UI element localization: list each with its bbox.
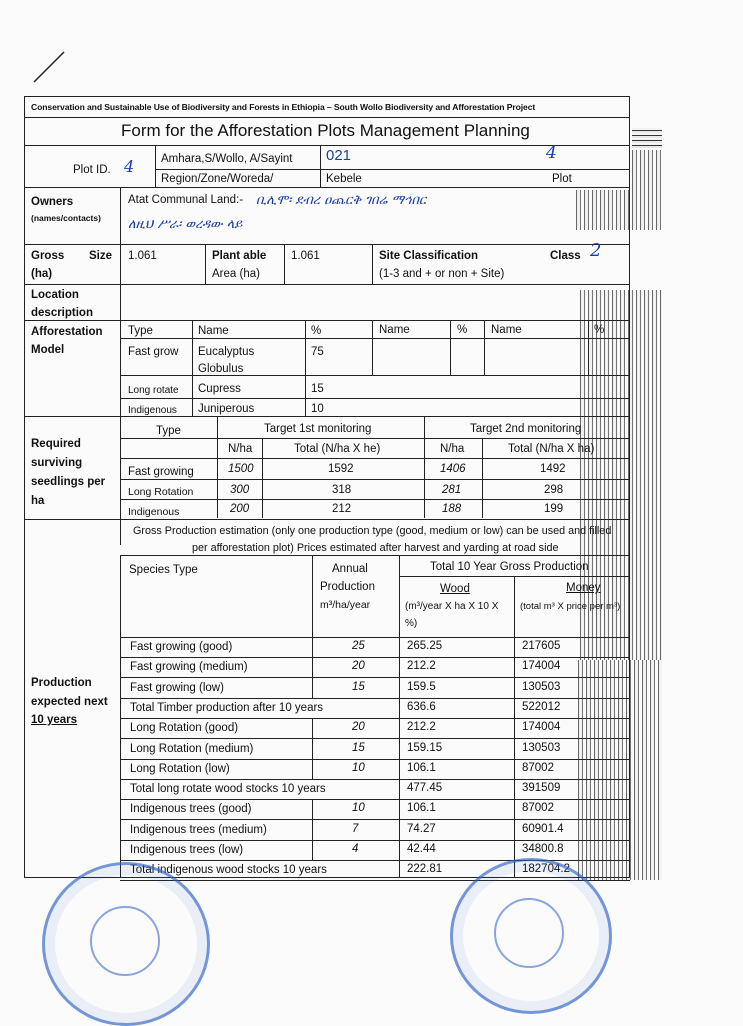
model-percent[interactable]: 10 bbox=[311, 403, 324, 415]
rule bbox=[588, 320, 589, 375]
plantable-sub: Area (ha) bbox=[212, 268, 260, 280]
rule bbox=[192, 320, 193, 416]
production-header: m³/ha/year bbox=[320, 599, 371, 611]
rule bbox=[120, 637, 630, 638]
rule bbox=[120, 718, 630, 719]
rule bbox=[120, 555, 121, 878]
location-desc-label: description bbox=[31, 307, 93, 319]
production-annual[interactable]: 4 bbox=[352, 843, 359, 855]
rule bbox=[24, 145, 630, 146]
production-species: Indigenous trees (medium) bbox=[130, 824, 267, 836]
model-header: % bbox=[594, 324, 605, 336]
seedlings-type: Fast growing bbox=[128, 466, 194, 478]
production-wood[interactable]: 74.27 bbox=[407, 823, 436, 835]
seedlings-t1[interactable]: 318 bbox=[332, 484, 352, 496]
seedlings-header: N/ha bbox=[440, 443, 465, 455]
production-wood[interactable]: 42.44 bbox=[407, 843, 436, 855]
model-header: Name bbox=[379, 324, 410, 336]
model-species[interactable]: Globulus bbox=[198, 363, 244, 375]
rule bbox=[312, 739, 313, 759]
seedlings-header: N/ha bbox=[228, 443, 253, 455]
model-label: Afforestation bbox=[31, 326, 103, 338]
model-type: Long rotate bbox=[128, 385, 179, 396]
site-sub: (1-3 and + or non + Site) bbox=[379, 268, 505, 280]
rule bbox=[120, 698, 630, 699]
production-money[interactable]: 130503 bbox=[522, 681, 561, 693]
rule bbox=[312, 678, 313, 698]
seedlings-t2[interactable]: 1492 bbox=[540, 463, 566, 475]
seedlings-t1[interactable]: 212 bbox=[332, 503, 352, 515]
seedlings-n2[interactable]: 188 bbox=[442, 503, 462, 515]
rule bbox=[24, 284, 630, 285]
kebele-value[interactable]: 021 bbox=[326, 147, 352, 164]
rule bbox=[217, 416, 218, 518]
class-label: Class bbox=[550, 250, 581, 262]
project-header: Conservation and Sustainable Use of Biodiversity and Forests in Ethiopia – South Wollo Biodiversity and Afforestation Project bbox=[31, 102, 536, 112]
model-header: % bbox=[457, 324, 468, 336]
seedlings-header: Type bbox=[156, 425, 181, 437]
model-label: Model bbox=[31, 344, 65, 356]
production-header: Production bbox=[320, 581, 375, 593]
rule bbox=[120, 499, 630, 500]
production-wood[interactable]: 477.45 bbox=[407, 782, 443, 794]
owners-handwriting-1[interactable]: ቢሊሞ፡ ደብረ ዐጨርቅ ገበሬ ማኅበር bbox=[256, 193, 427, 208]
production-header: (total m³ X price per m³) bbox=[520, 601, 621, 612]
production-header: Total 10 Year Gross Production bbox=[430, 561, 589, 573]
production-annual[interactable]: 15 bbox=[352, 742, 365, 754]
production-money[interactable]: 522012 bbox=[522, 701, 561, 713]
seedlings-t2[interactable]: 298 bbox=[544, 484, 564, 496]
owners-print: Atat Communal Land:- bbox=[128, 194, 244, 206]
owners-handwriting-2[interactable]: ለዚህ ሥራ፡ ወረዳው ላይ bbox=[128, 217, 243, 232]
production-annual[interactable]: 10 bbox=[352, 762, 365, 774]
model-species[interactable]: Cupress bbox=[198, 383, 241, 395]
production-wood[interactable]: 106.1 bbox=[407, 762, 436, 774]
rule bbox=[120, 338, 630, 339]
rule bbox=[120, 840, 630, 841]
seedlings-n1[interactable]: 200 bbox=[230, 503, 250, 515]
rule bbox=[24, 117, 630, 118]
seedlings-header: Total (N/ha X he) bbox=[294, 443, 381, 455]
production-wood[interactable]: 212.2 bbox=[407, 721, 436, 733]
production-header: Annual bbox=[332, 563, 368, 575]
production-money[interactable]: 87002 bbox=[522, 762, 554, 774]
production-money[interactable]: 182704.2 bbox=[522, 863, 570, 875]
model-percent[interactable]: 15 bbox=[311, 383, 324, 395]
model-header: Type bbox=[128, 325, 153, 337]
location-value[interactable]: Amhara,S/Wollo, A/Sayint bbox=[161, 153, 293, 165]
rule bbox=[312, 718, 313, 738]
rule bbox=[120, 375, 630, 376]
rule bbox=[320, 145, 321, 187]
rule bbox=[155, 169, 630, 170]
production-species: Total indigenous wood stocks 10 years bbox=[130, 864, 327, 876]
production-annual[interactable]: 25 bbox=[352, 640, 365, 652]
production-money[interactable]: 174004 bbox=[522, 660, 561, 672]
production-label: Production bbox=[31, 677, 92, 689]
production-species: Fast growing (good) bbox=[130, 641, 233, 653]
seedlings-label: Required bbox=[31, 438, 81, 450]
seedlings-label: ha bbox=[31, 495, 45, 507]
rule bbox=[120, 759, 630, 760]
model-species[interactable]: Juniperous bbox=[198, 403, 255, 415]
rule bbox=[155, 145, 156, 187]
rule bbox=[120, 438, 630, 439]
form-title: Form for the Afforestation Plots Management Planning bbox=[121, 121, 530, 140]
production-money[interactable]: 34800.8 bbox=[522, 843, 564, 855]
rule bbox=[399, 576, 630, 577]
plot-id-label: Plot ID. bbox=[73, 164, 111, 176]
seedlings-type: Indigenous bbox=[128, 506, 180, 518]
rule bbox=[372, 244, 373, 284]
rule bbox=[120, 458, 630, 459]
production-species: Total long rotate wood stocks 10 years bbox=[130, 783, 326, 795]
rule bbox=[424, 416, 425, 518]
production-header: Species Type bbox=[129, 564, 198, 576]
class-value[interactable]: 2 bbox=[590, 240, 602, 261]
rule bbox=[120, 779, 630, 780]
seedlings-t1[interactable]: 1592 bbox=[328, 463, 354, 475]
rule bbox=[120, 677, 630, 678]
rule bbox=[24, 320, 630, 321]
rule bbox=[120, 479, 630, 480]
plot-id-value[interactable]: 4 bbox=[124, 157, 135, 176]
form-frame bbox=[24, 96, 630, 878]
production-annual[interactable]: 20 bbox=[352, 721, 365, 733]
rule bbox=[312, 657, 313, 677]
production-note: Gross Production estimation (only one production type (good, medium or low) can be used and filled bbox=[133, 525, 612, 537]
pen-mark bbox=[30, 48, 70, 88]
gross-label: Gross bbox=[31, 250, 65, 262]
seedlings-header: Target 2nd monitoring bbox=[470, 423, 582, 435]
scan-strip bbox=[632, 128, 662, 148]
seedlings-n1[interactable]: 300 bbox=[230, 484, 250, 496]
production-species: Long Rotation (low) bbox=[130, 763, 230, 775]
production-species: Fast growing (low) bbox=[130, 682, 224, 694]
production-money[interactable]: 130503 bbox=[522, 742, 561, 754]
kebele-label: Kebele bbox=[326, 173, 362, 185]
rule bbox=[284, 244, 285, 284]
seedlings-t2[interactable]: 199 bbox=[544, 503, 564, 515]
production-wood[interactable]: 636.6 bbox=[407, 701, 436, 713]
seedlings-label: surviving bbox=[31, 457, 83, 469]
model-type: Indigenous bbox=[128, 405, 177, 416]
rule bbox=[120, 187, 121, 545]
rule bbox=[120, 738, 630, 739]
model-percent[interactable]: 75 bbox=[311, 346, 324, 358]
seedlings-n1[interactable]: 1500 bbox=[228, 463, 254, 475]
production-money[interactable]: 87002 bbox=[522, 802, 554, 814]
production-species: Long Rotation (good) bbox=[130, 722, 239, 734]
production-money[interactable]: 174004 bbox=[522, 721, 561, 733]
rule bbox=[312, 840, 313, 860]
production-header: Money bbox=[566, 582, 601, 594]
rule bbox=[120, 657, 630, 658]
seedlings-n2[interactable]: 1406 bbox=[440, 463, 466, 475]
model-header: % bbox=[311, 325, 322, 337]
rule bbox=[372, 320, 373, 375]
production-annual[interactable]: 10 bbox=[352, 802, 365, 814]
model-header: Name bbox=[198, 325, 229, 337]
rule bbox=[450, 320, 451, 375]
production-header: %) bbox=[405, 618, 418, 629]
rule bbox=[120, 555, 630, 556]
production-wood[interactable]: 212.2 bbox=[407, 660, 436, 672]
rule bbox=[24, 519, 630, 520]
production-annual[interactable]: 15 bbox=[352, 681, 365, 693]
rule bbox=[24, 187, 630, 188]
plantable-value[interactable]: 1.061 bbox=[291, 250, 320, 262]
rule bbox=[399, 555, 400, 878]
seedlings-n2[interactable]: 281 bbox=[442, 484, 462, 496]
seedlings-header: Target 1st monitoring bbox=[264, 423, 372, 435]
owners-label: Owners bbox=[31, 196, 74, 208]
rule bbox=[24, 416, 630, 417]
seedlings-type: Long Rotation bbox=[128, 486, 194, 498]
production-annual[interactable]: 7 bbox=[352, 823, 359, 835]
production-species: Total Timber production after 10 years bbox=[130, 702, 324, 714]
ha-label: (ha) bbox=[31, 268, 53, 280]
production-money[interactable]: 217605 bbox=[522, 640, 561, 652]
production-label: 10 years bbox=[31, 714, 78, 726]
production-wood[interactable]: 159.5 bbox=[407, 681, 436, 693]
location-desc-label: Location bbox=[31, 289, 79, 301]
production-wood[interactable]: 106.1 bbox=[407, 802, 436, 814]
rule bbox=[24, 244, 630, 245]
official-stamp-left-inner bbox=[90, 906, 160, 976]
gross-value[interactable]: 1.061 bbox=[128, 250, 157, 262]
rule bbox=[120, 398, 630, 399]
official-stamp-right-inner bbox=[494, 898, 564, 968]
production-header: Wood bbox=[440, 583, 470, 595]
production-species: Indigenous trees (low) bbox=[130, 844, 244, 856]
rule bbox=[484, 320, 485, 375]
size-label: Size bbox=[89, 250, 113, 262]
scan-strip bbox=[632, 150, 662, 190]
production-species: Indigenous trees (good) bbox=[130, 803, 252, 815]
rule bbox=[482, 438, 483, 518]
production-note: per afforestation plot) Prices estimated after harvest and yarding at road side bbox=[192, 542, 559, 554]
production-wood[interactable]: 159.15 bbox=[407, 742, 443, 754]
production-species: Long Rotation (medium) bbox=[130, 743, 254, 755]
rule bbox=[205, 244, 206, 284]
production-money[interactable]: 391509 bbox=[522, 782, 561, 794]
plantable-label: Plant able bbox=[212, 250, 267, 262]
rule bbox=[305, 320, 306, 416]
rule bbox=[312, 637, 313, 657]
model-species[interactable]: Eucalyptus bbox=[198, 346, 255, 358]
rule bbox=[120, 799, 630, 800]
seedlings-label: seedlings per bbox=[31, 476, 106, 488]
location-label: Region/Zone/Woreda/ bbox=[161, 173, 274, 185]
site-label: Site Classification bbox=[379, 250, 479, 262]
owners-sublabel: (names/contacts) bbox=[31, 213, 101, 223]
model-type: Fast grow bbox=[128, 346, 179, 358]
plot-label: Plot bbox=[552, 173, 572, 185]
production-label: expected next bbox=[31, 696, 108, 708]
production-header: (m³/year X ha X 10 X bbox=[405, 601, 499, 612]
production-species: Fast growing (medium) bbox=[130, 661, 248, 673]
production-annual[interactable]: 20 bbox=[352, 660, 365, 672]
rule bbox=[312, 820, 313, 840]
rule bbox=[514, 576, 515, 878]
production-wood[interactable]: 265.25 bbox=[407, 640, 443, 652]
rule bbox=[312, 799, 313, 819]
rule bbox=[262, 438, 263, 518]
rule bbox=[312, 759, 313, 779]
rule bbox=[120, 819, 630, 820]
model-header: Name bbox=[491, 324, 522, 336]
seedlings-header: Total (N/ha X ha) bbox=[508, 443, 595, 455]
production-money[interactable]: 60901.4 bbox=[522, 823, 564, 835]
production-wood[interactable]: 222.81 bbox=[407, 863, 443, 875]
plot-value[interactable]: 4 bbox=[546, 143, 557, 163]
